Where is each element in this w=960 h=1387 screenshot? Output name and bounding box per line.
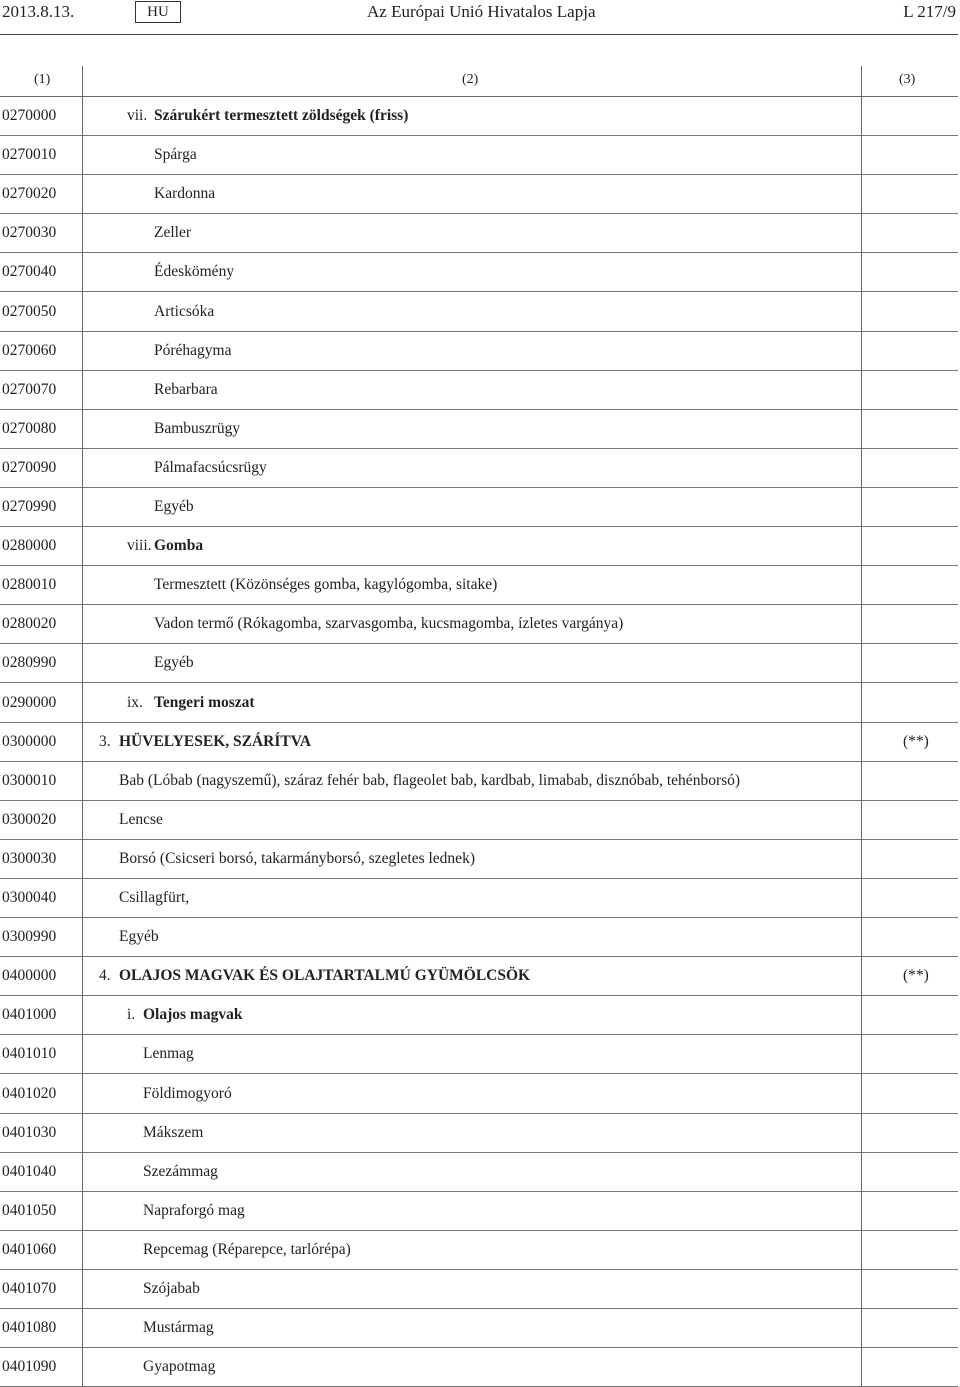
row-code: 0401060 [2,1240,57,1258]
row-code: 0300990 [2,928,57,946]
row-code: 0401080 [2,1319,57,1337]
row-prefix: vii. [127,107,148,124]
row-code: 0401040 [2,1162,57,1180]
row-code: 0401090 [2,1358,57,1376]
row-code: 0270090 [2,458,57,476]
table-column-header [0,66,958,97]
table-row [0,487,958,527]
table-row [0,1347,958,1387]
row-description: Mustármag [143,1319,214,1337]
page-number: L 217/9 [903,2,956,21]
column-header-3: (3) [899,72,916,87]
table-row [0,1034,958,1074]
table-row [0,174,958,214]
row-prefix: ix. [127,693,143,711]
row-description: Tengeri moszat [154,693,255,711]
table-row [0,604,958,644]
row-description: OLAJOS MAGVAK ÉS OLAJTARTALMÚ GYÜMÖLCSÖK [119,967,531,985]
row-code: 0270030 [2,224,57,242]
row-code: 0280000 [2,537,57,555]
table-row [0,761,958,801]
row-description: Mákszem [143,1123,204,1141]
row-code: 0401030 [2,1123,57,1141]
row-prefix: 4. [99,967,111,985]
row-code: 0401010 [2,1045,57,1063]
header-divider [0,34,958,35]
row-code: 0270990 [2,498,57,515]
table-row [0,1308,958,1348]
row-code: 0270060 [2,341,57,359]
row-prefix: 3. [99,732,111,750]
row-description: Bab (Lóbab (nagyszemű), száraz fehér bab, flageolet bab, kardbab, limabab, disznóbab, tehénborsó) [119,771,741,789]
row-code: 0270050 [2,302,57,320]
language-badge: HU [135,1,181,23]
row-footnote-ref: (**) [903,967,929,985]
table-row [0,1191,958,1231]
table-row [0,565,958,605]
row-description: Borsó (Csicseri borsó, takarmányborsó, szegletes lednek) [119,849,475,867]
table-row [0,213,958,253]
row-description: Gyapotmag [143,1358,216,1376]
table-row [0,995,958,1035]
row-description: Egyéb [154,498,194,515]
table-row [0,643,958,683]
table-row [0,956,958,996]
row-code: 0270080 [2,419,57,437]
row-description: Egyéb [119,928,159,946]
row-description: Lenmag [143,1045,194,1063]
table-row [0,839,958,879]
row-description: Szárukért termesztett zöldségek (friss) [154,107,409,124]
row-description: Póréhagyma [154,341,232,359]
row-description: Lencse [119,810,163,828]
column-header-1: (1) [34,72,51,87]
row-code: 0270040 [2,263,57,281]
table-row [0,917,958,957]
row-description: Gomba [154,537,204,555]
row-description: Olajos magvak [143,1006,243,1024]
row-description: Articsóka [154,302,215,320]
row-description: Bambuszrügy [154,419,241,437]
row-description: HÜVELYESEK, SZÁRÍTVA [119,732,312,750]
row-code: 0280010 [2,576,57,594]
column-header-2: (2) [462,72,479,87]
table-row [0,800,958,840]
row-description: Vadon termő (Rókagomba, szarvasgomba, kucsmagomba, ízletes vargánya) [154,615,624,633]
table-row [0,1152,958,1192]
table-row [0,1074,958,1114]
row-description: Pálmafacsúcsrügy [154,458,267,476]
row-code: 0290000 [2,693,57,711]
row-code: 0300020 [2,810,57,828]
row-footnote-ref: (**) [903,732,929,750]
row-description: Zeller [154,224,192,242]
row-code: 0400000 [2,967,57,985]
row-code: 0300000 [2,732,57,750]
row-description: Rebarbara [154,380,218,398]
row-description: Szójabab [143,1280,200,1297]
row-code: 0401050 [2,1201,57,1219]
table-row [0,331,958,371]
row-code: 0401070 [2,1280,57,1297]
row-description: Termesztett (Közönséges gomba, kagylógomba, sitake) [154,576,498,594]
row-code: 0280020 [2,615,57,633]
row-description: Kardonna [154,185,216,203]
row-code: 0401020 [2,1084,57,1102]
row-prefix: viii. [127,537,152,555]
table-row [0,526,958,566]
row-description: Földimogyoró [143,1084,232,1102]
table-row [0,96,958,136]
table-row [0,878,958,918]
row-code: 0300010 [2,771,57,789]
header-date: 2013.8.13. [2,2,75,21]
row-code: 0280990 [2,654,57,672]
journal-title: Az Európai Unió Hivatalos Lapja [367,2,596,21]
row-code: 0270000 [2,107,57,124]
table-row [0,409,958,449]
row-code: 0300030 [2,849,57,867]
row-code: 0300040 [2,889,57,906]
row-description: Csillagfürt, [119,889,190,906]
row-code: 0270020 [2,185,57,203]
table-row [0,1113,958,1153]
page-header [0,0,960,28]
table-row [0,1269,958,1309]
table-row [0,252,958,292]
row-description: Repcemag (Réparepce, tarlórépa) [143,1240,351,1258]
table-row [0,135,958,175]
row-description: Napraforgó mag [143,1201,245,1219]
row-description: Spárga [154,146,197,164]
row-code: 0270070 [2,380,57,398]
row-description: Szezámmag [143,1162,218,1180]
row-description: Édeskömény [154,263,235,281]
row-prefix: i. [127,1006,136,1024]
table-row [0,370,958,410]
table-row [0,683,958,723]
table-row [0,292,958,332]
row-description: Egyéb [154,654,194,672]
row-code: 0401000 [2,1006,57,1024]
table-row [0,722,958,762]
row-code: 0270010 [2,146,57,164]
table-row [0,1230,958,1270]
table-row [0,448,958,488]
